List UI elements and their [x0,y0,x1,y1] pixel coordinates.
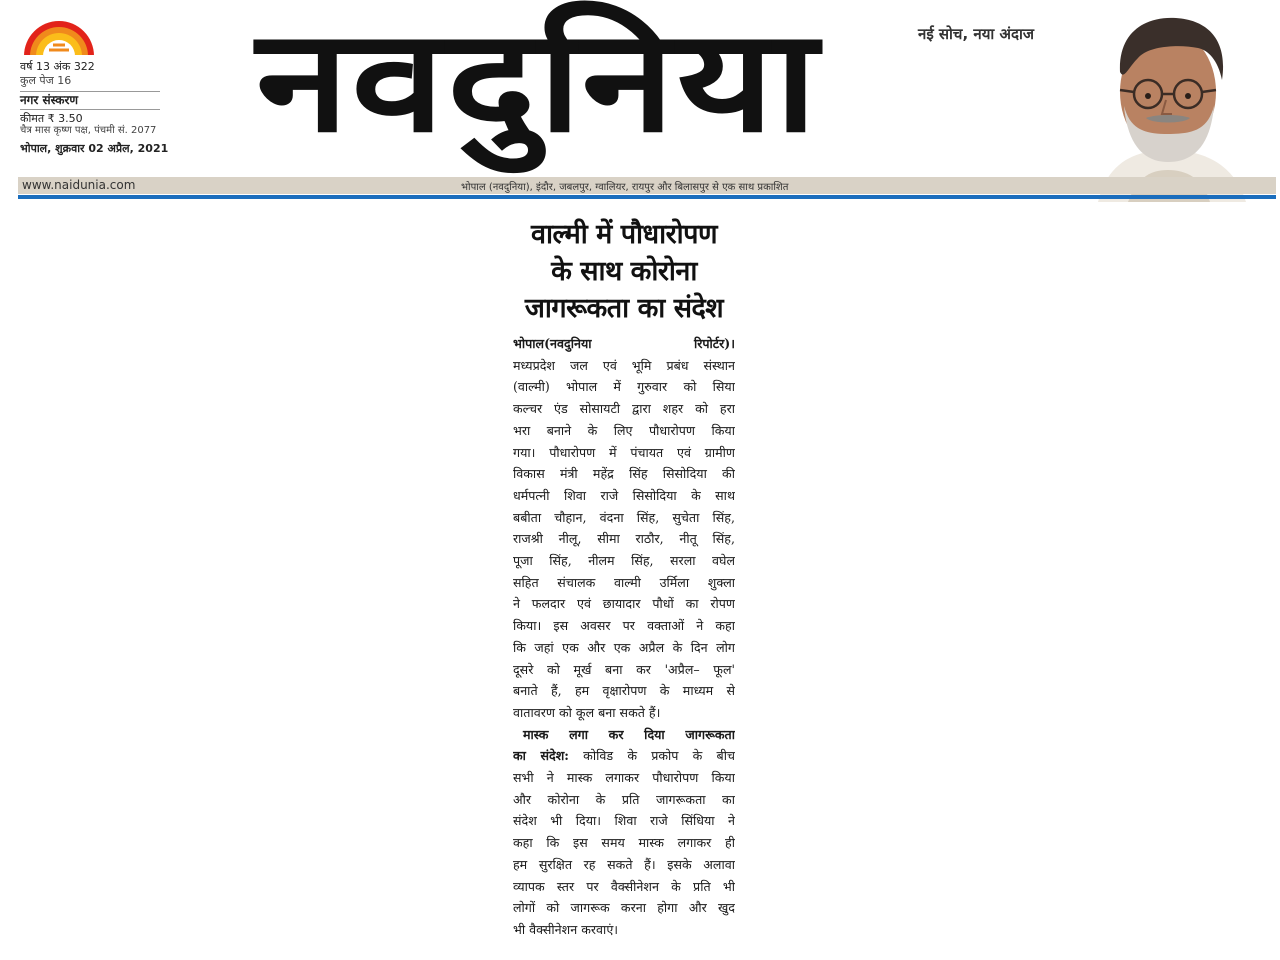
headline-line: के साथ कोरोना [551,256,697,287]
body-line: भरा बनाने के लिए पौधारोपण किया [513,422,735,438]
body-line: बनाते हैं, हम वृक्षारोपण के माध्यम से [513,683,735,699]
body-line: धर्मपत्नी शिवा राजे सिसोदिया के साथ [513,487,735,503]
body-line: राजश्री नीलू, सीमा राठौर, नीतू सिंह, [513,531,735,547]
body-line: कल्चर एंड सोसायटी द्वारा शहर को हरा [513,401,735,417]
portrait-image [1068,10,1268,202]
edition-label: नगर संस्करण [20,91,160,110]
body-line: वातावरण को कूल बना सकते हैं। [513,704,661,720]
body-line: भी वैक्सीनेशन करवाएं। [513,921,619,937]
body-line: कहा कि इस समय मास्क लगाकर ही [513,835,735,851]
issue-info [20,60,169,156]
price: कीमत ₹ 3.50 [20,111,83,125]
newspaper-title: नवदुनिया [256,0,820,164]
body-line: हम सुरक्षित रह सकते हैं। इसके अलावा [513,856,735,872]
body-line: संदेश भी दिया। शिवा राजे सिंधिया ने [513,813,735,829]
masthead [0,0,1280,205]
page-count: कुल पेज 16 [20,73,72,87]
body-text: कोविड के प्रकोप के बीच [583,748,735,764]
body-line: बबीता चौहान, वंदना सिंह, सुचेता सिंह, [513,509,735,525]
body-line: और कोरोना के प्रति जागरूकता का [513,791,735,807]
blue-rule [18,195,1276,199]
dateline-text: भोपाल(नवदुनिया रिपोर्टर)। [513,336,735,351]
article-body [513,333,735,941]
headline-line: जागरूकता का संदेश [524,293,724,324]
body-line: किया। इस अवसर पर वक्ताओं ने कहा [513,618,735,634]
body-line: व्यापक स्तर पर वैक्सीनेशन के प्रति भी [513,878,735,894]
body-line: कि जहां एक और एक अप्रैल के दिन लोग [513,639,735,655]
news-article [513,216,735,956]
body-line: सभी ने मास्क लगाकर पौधारोपण किया [513,770,735,786]
body-line: पूजा सिंह, नीलम सिंह, सरला वघेल [513,553,735,569]
hindu-calendar-date: चैत्र मास कृष्ण पक्ष, पंचमी सं. 2077 [20,125,157,137]
subheading-end: का संदेश: [513,748,569,764]
body-line: सहित संचालक वाल्मी उर्मिला शुक्ला [513,574,735,590]
body-line: विकास मंत्री महेंद्र सिंह सिसोदिया की [513,466,735,482]
body-line: दूसरे को मूर्ख बना कर 'अप्रैल– फूल' [513,661,735,677]
dateline [513,333,735,355]
body-line: ने फलदार एवं छायादार पौधों का रोपण [513,596,735,612]
sun-logo-icon [20,16,98,58]
subheading [513,724,735,746]
body-line: गया। पौधारोपण में पंचायत एवं ग्रामीण [513,444,735,460]
publication-date: भोपाल, शुक्रवार 02 अप्रैल, 2021 [20,141,169,155]
body-line: मध्यप्रदेश जल एवं भूमि प्रबंध संस्थान [513,357,735,373]
website-link[interactable]: www.naidunia.com [22,178,136,192]
headline-line: वाल्मी में पौधारोपण [530,219,718,250]
man-with-glasses-portrait [1068,10,1268,202]
body-line: लोगों को जागरूक करना होगा और खुद [513,900,735,916]
body-line [513,745,735,767]
year-issue: वर्ष 13 अंक 322 [20,60,95,73]
subheading-text: मास्क लगा कर दिया जागरूकता [523,726,735,742]
body-line: (वाल्मी) भोपाल में गुरुवार को सिया [513,379,735,395]
edition-strip [18,177,1276,194]
article-headline [513,216,735,327]
tagline: नई सोच, नया अंदाज [918,25,1034,43]
editions-line: भोपाल (नवदुनिया), इंदौर, जबलपुर, ग्वालियर, रायपुर और बिलासपुर से एक साथ प्रकाशित [461,182,789,193]
